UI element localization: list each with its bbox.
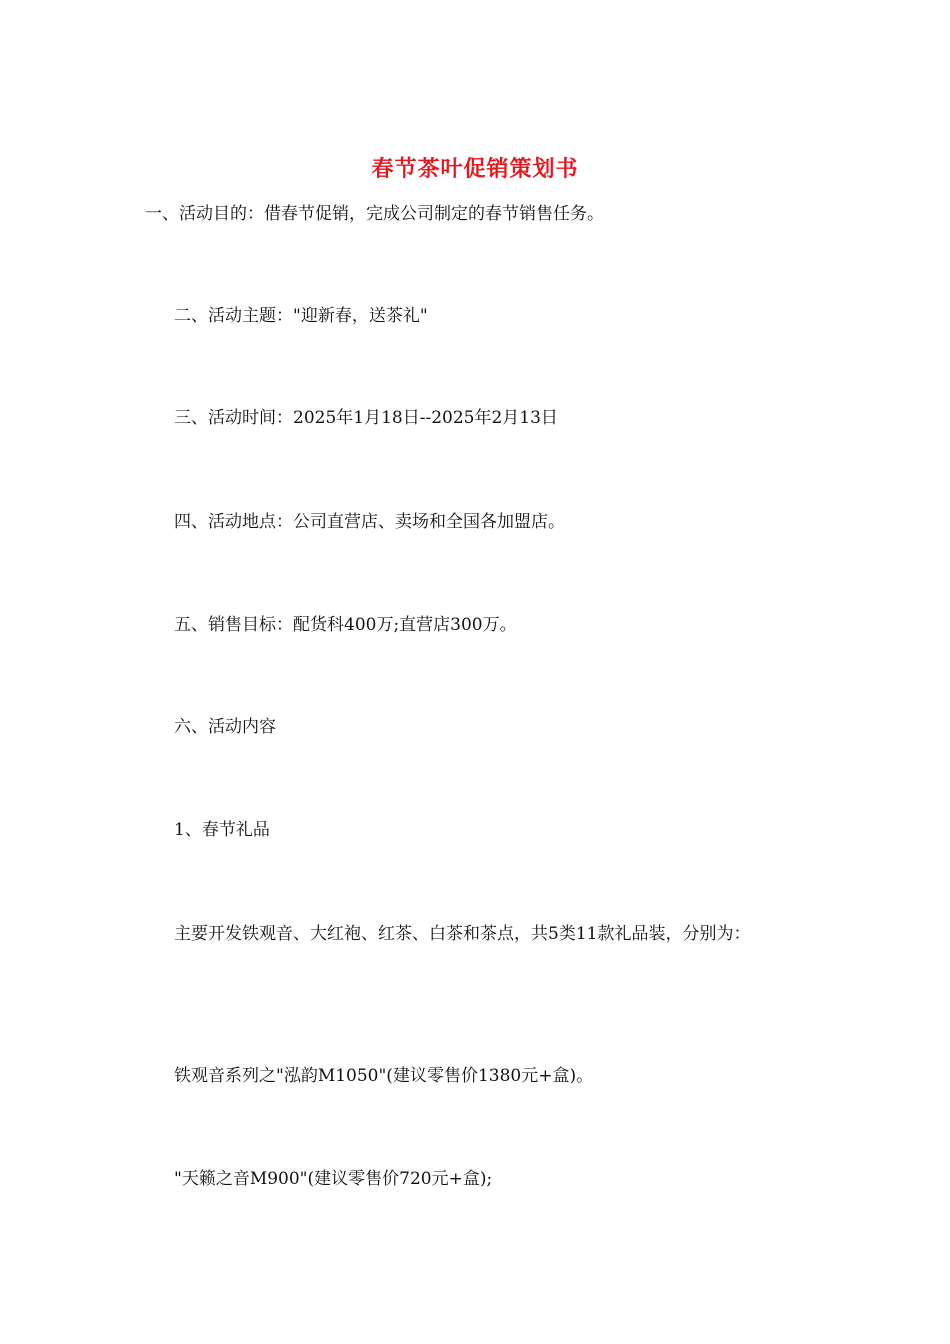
paragraph-purpose: 一、活动目的：借春节促销，完成公司制定的春节销售任务。 [145,204,604,224]
document-title: 春节茶叶促销策划书 [371,156,579,182]
paragraph-location: 四、活动地点：公司直营店、卖场和全国各加盟店。 [174,512,565,532]
paragraph-gift-intro: 主要开发铁观音、大红袍、红茶、白茶和茶点，共5类11款礼品装，分别为： [174,924,751,944]
paragraph-time: 三、活动时间：2025年1月18日--2025年2月13日 [174,408,558,428]
paragraph-content-heading: 六、活动内容 [174,717,276,737]
paragraph-theme: 二、活动主题："迎新春，送茶礼" [174,306,428,326]
paragraph-tianlai-item: "天籁之音M900"(建议零售价720元+盒); [174,1169,493,1189]
paragraph-tieguanyin-item: 铁观音系列之"泓韵M1050"(建议零售价1380元+盒)。 [174,1066,594,1086]
paragraph-sales-target: 五、销售目标：配货科400万;直营店300万。 [174,615,517,635]
paragraph-gift-heading: 1、春节礼品 [174,820,270,840]
